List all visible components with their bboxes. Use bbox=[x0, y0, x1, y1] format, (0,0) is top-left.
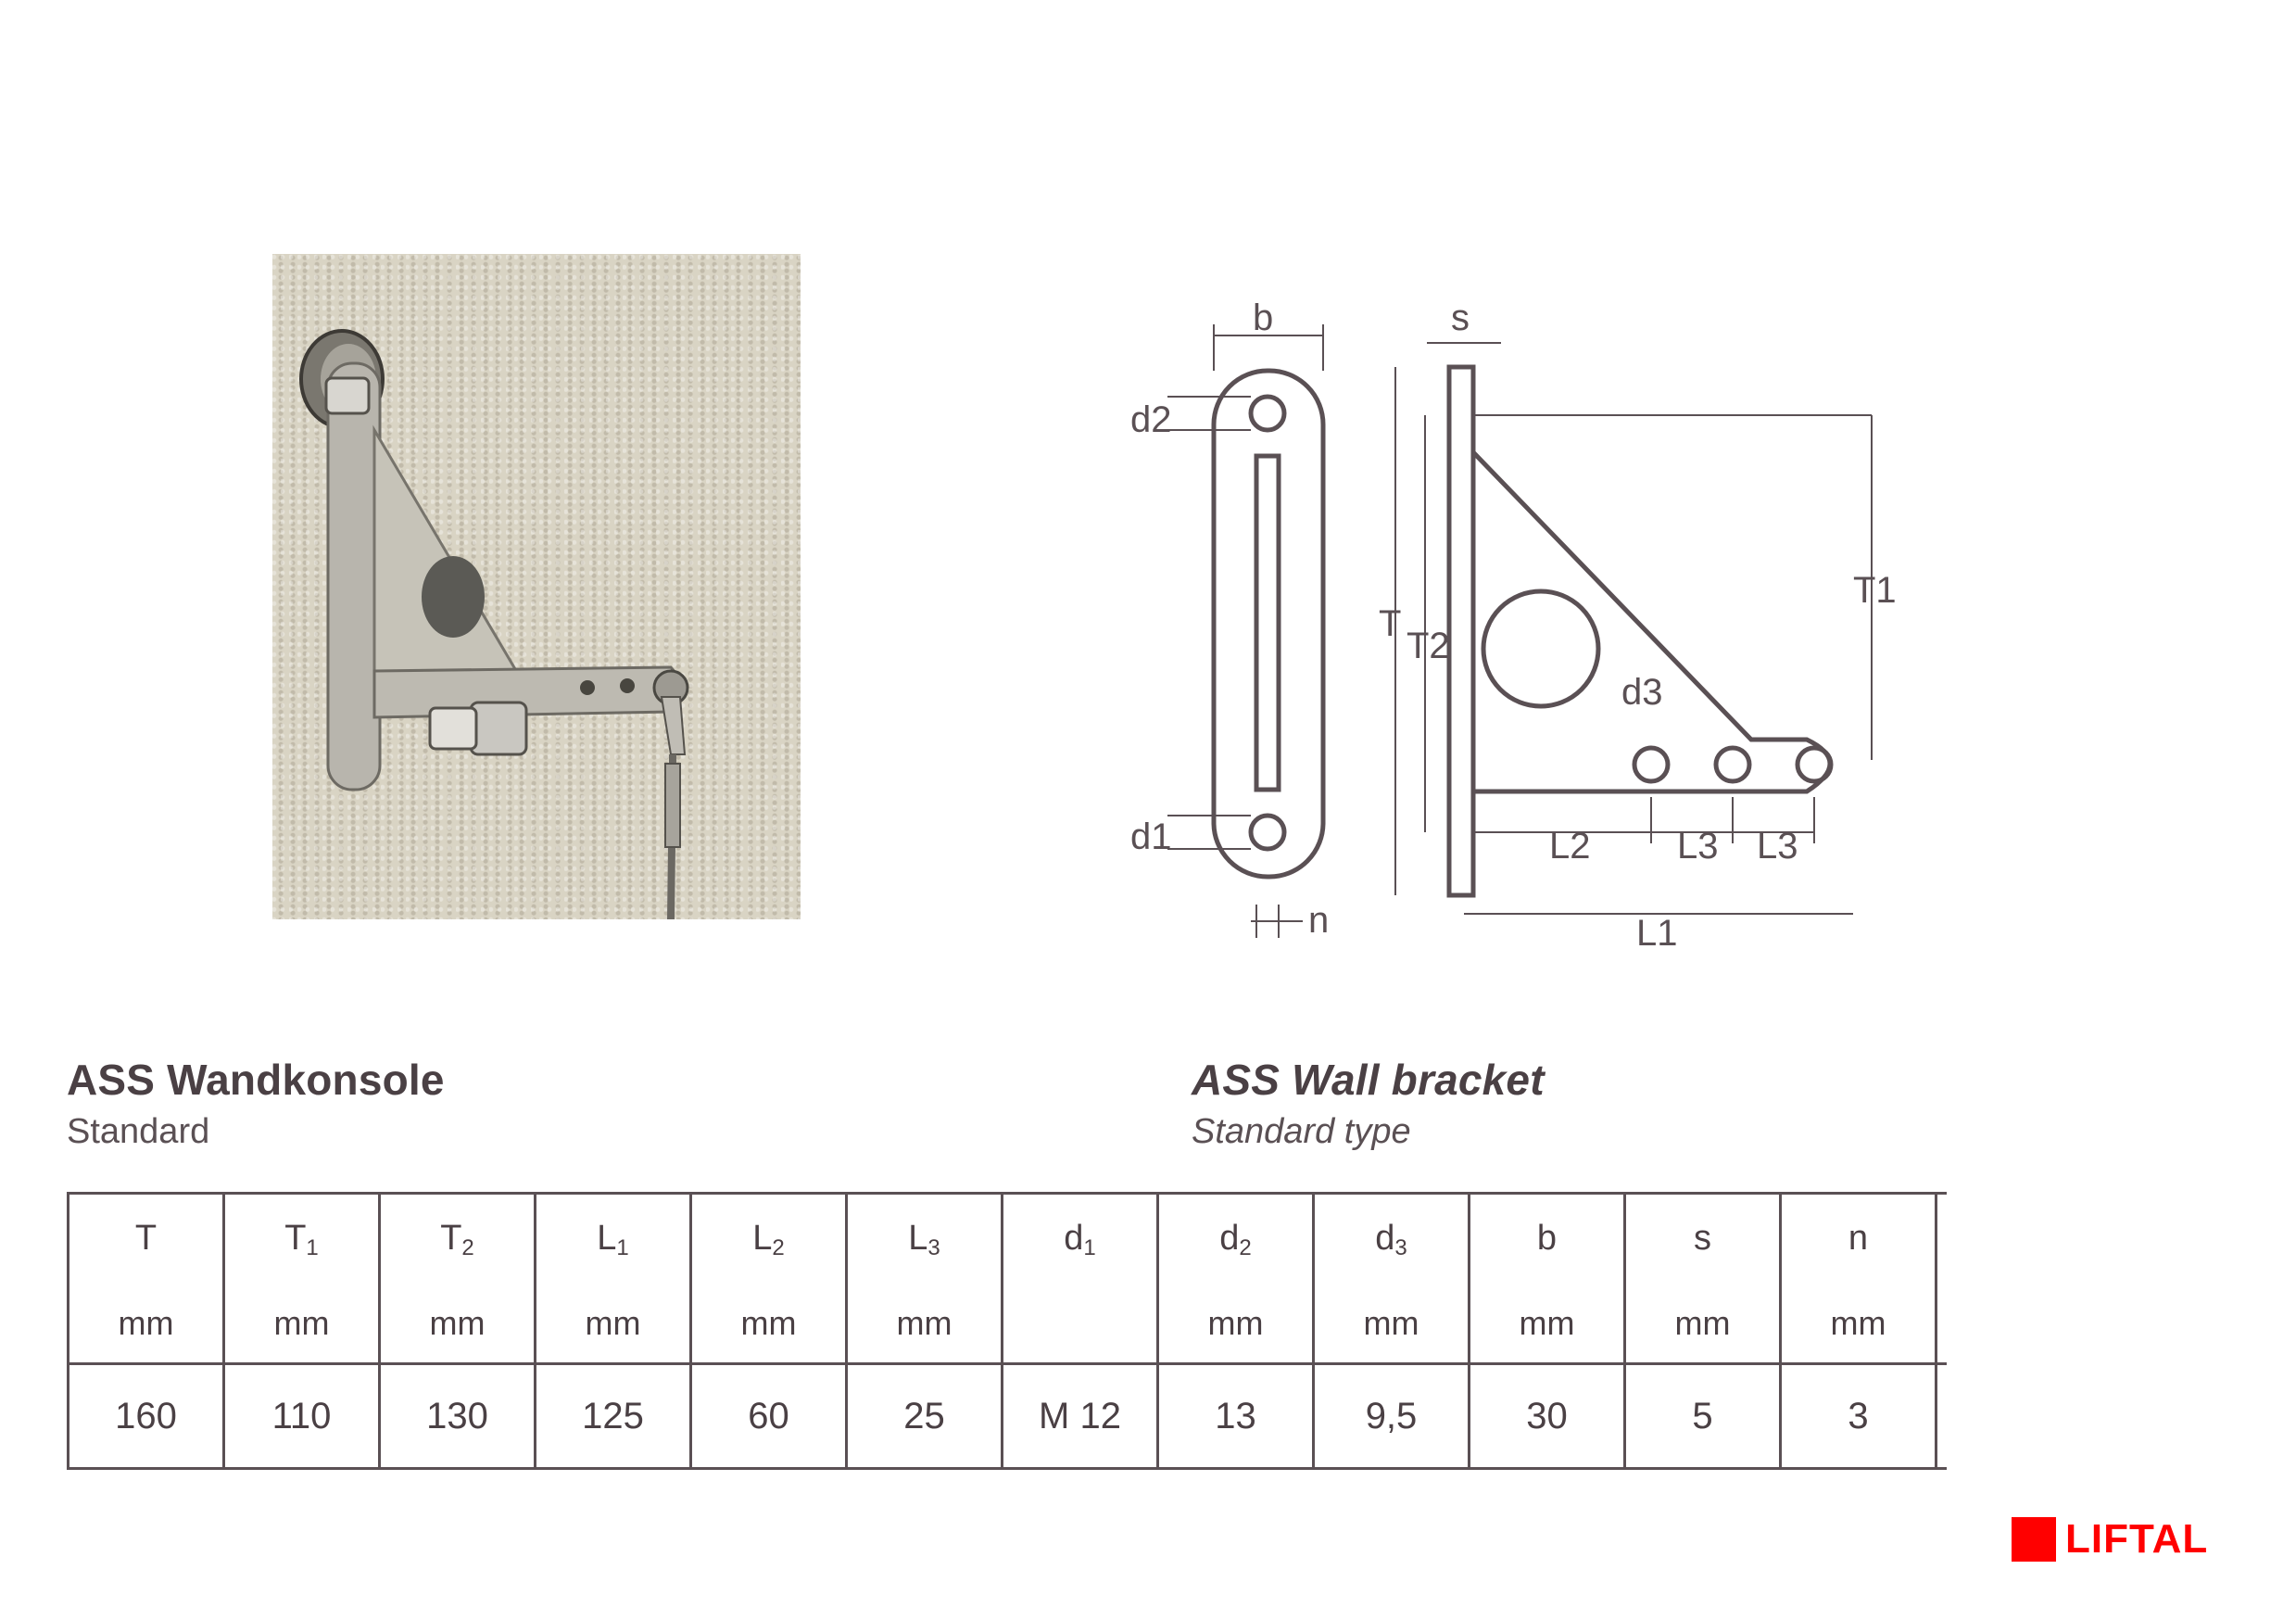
value-cell-T2: 130 bbox=[380, 1364, 536, 1469]
table-row bbox=[69, 1364, 1948, 1469]
value-cell-d3: 9,5 bbox=[1314, 1364, 1470, 1469]
label-b: b bbox=[1253, 297, 1274, 338]
label-L1: L1 bbox=[1636, 913, 1678, 954]
table-header-row bbox=[69, 1194, 1948, 1364]
header-cell-L2: $L_2$ mm bbox=[691, 1194, 847, 1364]
spec-table bbox=[67, 1192, 1947, 1470]
header-cell-d3: $d_3$ mm bbox=[1314, 1194, 1470, 1364]
header-cell-L3: $L_3$ mm bbox=[847, 1194, 1003, 1364]
label-n: n bbox=[1308, 900, 1330, 941]
value-cell-n: 3 bbox=[1781, 1364, 1936, 1469]
header-cell-T1: $T_1$ mm bbox=[224, 1194, 380, 1364]
label-d3: d3 bbox=[1621, 672, 1663, 713]
header-cell-n: n mm bbox=[1781, 1194, 1936, 1364]
value-cell-s: 5 bbox=[1625, 1364, 1781, 1469]
label-d2: d2 bbox=[1130, 399, 1172, 440]
label-T: T bbox=[1379, 603, 1402, 644]
title-english: ASS Wall bracket bbox=[1192, 1056, 1545, 1104]
table-edge bbox=[1936, 1194, 1948, 1364]
header-cell-b: b mm bbox=[1470, 1194, 1625, 1364]
subtitle-german: Standard bbox=[67, 1112, 210, 1151]
logo-square-icon bbox=[2012, 1517, 2056, 1562]
label-L3-a: L3 bbox=[1677, 826, 1719, 867]
header-cell-T: T mm bbox=[69, 1194, 224, 1364]
header-cell-T2: $T_2$ mm bbox=[380, 1194, 536, 1364]
technical-drawing bbox=[1112, 297, 1946, 964]
value-cell-L3: 25 bbox=[847, 1364, 1003, 1469]
value-cell-T1: 110 bbox=[224, 1364, 380, 1469]
product-photo bbox=[272, 254, 801, 919]
value-cell-d2: 13 bbox=[1158, 1364, 1314, 1469]
label-L3-b: L3 bbox=[1757, 826, 1798, 867]
liftal-logo bbox=[2012, 1516, 2208, 1563]
label-s: s bbox=[1451, 297, 1470, 338]
label-T1: T1 bbox=[1853, 570, 1897, 611]
header-cell-s: s mm bbox=[1625, 1194, 1781, 1364]
value-cell-L1: 125 bbox=[536, 1364, 691, 1469]
value-cell-d1: M 12 bbox=[1003, 1364, 1158, 1469]
header-cell-d2: $d_2$ mm bbox=[1158, 1194, 1314, 1364]
label-d1: d1 bbox=[1130, 816, 1172, 857]
title-german: ASS Wandkonsole bbox=[67, 1056, 445, 1104]
value-cell-T: 160 bbox=[69, 1364, 224, 1469]
value-cell-b: 30 bbox=[1470, 1364, 1625, 1469]
header-cell-L1: $L_1$ mm bbox=[536, 1194, 691, 1364]
label-L2: L2 bbox=[1549, 826, 1591, 867]
label-T2: T2 bbox=[1407, 626, 1450, 666]
table-edge bbox=[1936, 1364, 1948, 1469]
header-cell-d1: $d_1$ bbox=[1003, 1194, 1158, 1364]
subtitle-english: Standard type bbox=[1192, 1112, 1411, 1151]
logo-text: LIFTAL bbox=[2065, 1516, 2209, 1562]
value-cell-L2: 60 bbox=[691, 1364, 847, 1469]
